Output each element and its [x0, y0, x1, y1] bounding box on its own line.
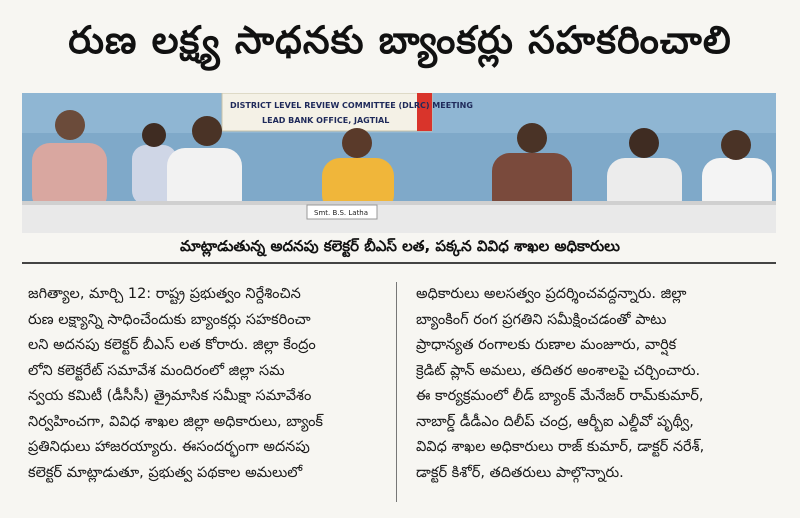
- article-column-left: [28, 282, 383, 486]
- meeting-photo-illustration: [22, 93, 776, 233]
- left-line: నిర్వహించగా, వివిధ శాఖల జిల్లా అధికారులు, బ్యాంక్: [28, 413, 323, 430]
- right-line: నాబార్డ్ డీడీఎం దిలీప్ చంద్ర, ఆర్బీఐ ఎల్డీవో పృథ్వీ,: [416, 413, 694, 430]
- left-line: జగిత్యాల, మార్చి 12: రాష్ట్ర ప్రభుత్వం నిర్దేశించిన: [28, 286, 301, 302]
- right-line: క్రెడిట్ ప్లాన్ అమలు, తదితర అంశాలపై చర్చించారు.: [416, 362, 701, 379]
- right-line: ఈ కార్యక్రమంలో లీడ్ బ్యాంక్ మేనేజర్ రామ్‌కుమార్,: [416, 388, 704, 404]
- caption-rule: [22, 262, 776, 264]
- headline: రుణ లక్ష్య సాధనకు బ్యాంకర్లు సహకరించాలి: [68, 18, 732, 62]
- right-line: వివిధ శాఖల అధికారులు రాజ్ కుమార్, డాక్టర్ నరేశ్,: [416, 439, 705, 455]
- left-line: న్వయ కమిటీ (డీసీసీ) త్రైమాసిక సమీక్షా సమావేశం: [28, 388, 312, 404]
- left-line: లోని కలెక్టరేట్ సమావేశ మందిరంలో జిల్లా సమ: [28, 362, 285, 379]
- left-line: కలెక్టర్ మాట్లాడుతూ, ప్రభుత్వ పథకాల అమలులో: [28, 464, 303, 481]
- meeting-photo: [22, 93, 776, 233]
- banner: [222, 93, 432, 131]
- right-line: అధికారులు అలసత్వం ప్రదర్శించవద్దన్నారు. జిల్లా: [416, 286, 687, 302]
- left-line: ప్రతినిధులు హాజరయ్యారు. ఈసందర్భంగా అదనపు: [28, 439, 310, 455]
- nameplate: Smt. B.S. Latha: [314, 209, 369, 217]
- right-line: ప్రాధాన్యత రంగాలకు రుణాల మంజూరు, వార్షిక: [416, 337, 677, 353]
- banner-line-1: DISTRICT LEVEL REVIEW COMMITTEE (DLRC) MEETING: [230, 101, 473, 110]
- right-line: బ్యాంకింగ్ రంగ ప్రగతిని సమీక్షించడంతో పాటు: [416, 311, 667, 328]
- article-column-right: [416, 282, 771, 486]
- banner-line-2: LEAD BANK OFFICE, JAGTIAL: [262, 116, 390, 125]
- photo-caption: మాట్లాడుతున్న అదనపు కలెక్టర్ బీఎస్ లత, పక్కన వివిధ శాఖల అధికారులు: [180, 237, 620, 255]
- left-line: లని అదనపు కలెక్టర్ బీఎస్ లత కోరారు. జిల్లా కేంద్రం: [28, 337, 316, 353]
- column-divider: [396, 282, 397, 502]
- right-line: డాక్టర్ కిశోర్, తదితరులు పాల్గొన్నారు.: [416, 464, 624, 481]
- left-line: రుణ లక్ష్యాన్ని సాధించేందుకు బ్యాంకర్లు సహకరించా: [28, 311, 311, 328]
- meeting-table: [22, 203, 776, 233]
